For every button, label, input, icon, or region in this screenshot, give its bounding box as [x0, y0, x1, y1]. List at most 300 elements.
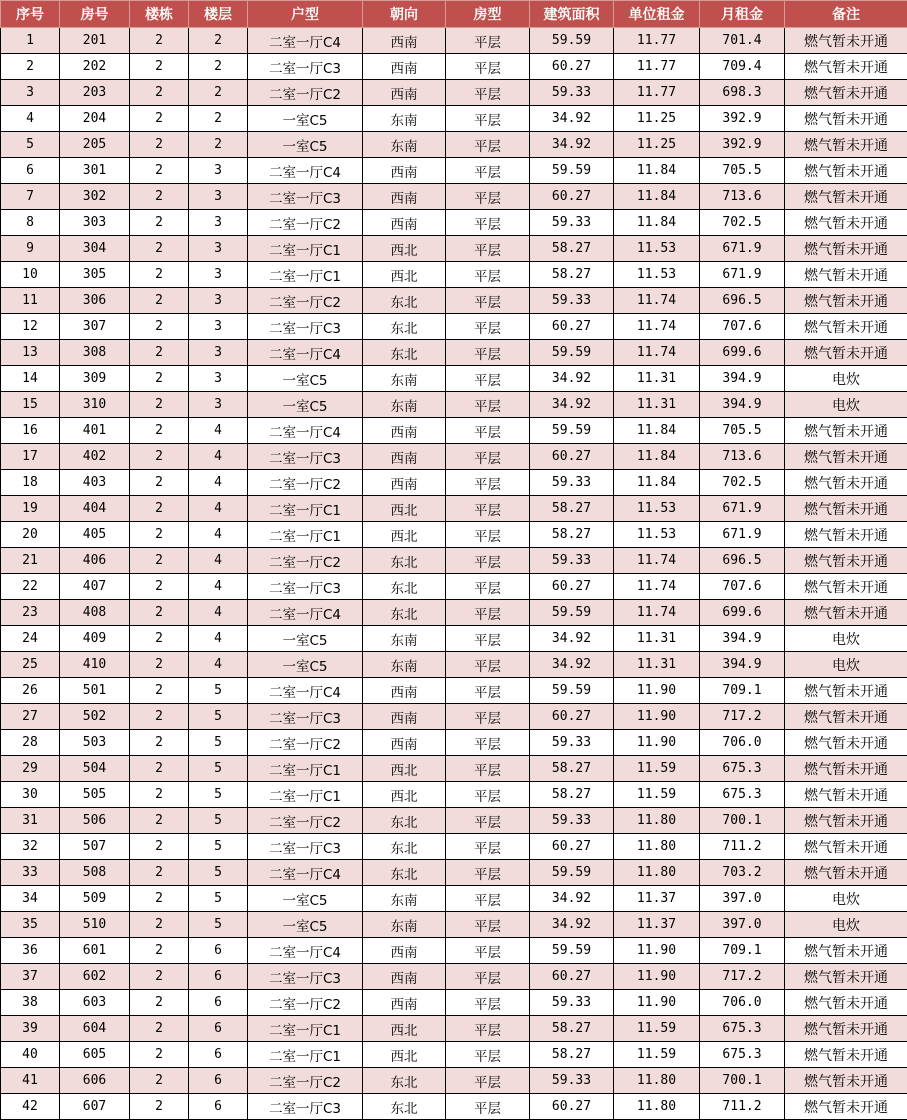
cell-index: 3	[1, 80, 60, 106]
cell-room-number: 606	[60, 1068, 130, 1094]
table-row	[1, 730, 907, 756]
cell-remarks: 燃气暂未开通	[785, 678, 907, 704]
cell-unit-rent: 11.90	[614, 704, 700, 730]
cell-index: 15	[1, 392, 60, 418]
cell-floor: 5	[189, 678, 248, 704]
cell-index: 6	[1, 158, 60, 184]
cell-room-number: 410	[60, 652, 130, 678]
table-row	[1, 54, 907, 80]
cell-floor-area: 60.27	[530, 574, 614, 600]
cell-orientation: 西南	[363, 704, 446, 730]
cell-index: 2	[1, 54, 60, 80]
cell-building: 2	[130, 860, 189, 886]
cell-room-style: 平层	[446, 782, 530, 808]
table-row	[1, 132, 907, 158]
cell-building: 2	[130, 1094, 189, 1120]
cell-remarks: 燃气暂未开通	[785, 236, 907, 262]
cell-orientation: 西北	[363, 1016, 446, 1042]
cell-unit-type: 二室一厅C1	[248, 1016, 363, 1042]
cell-floor: 5	[189, 886, 248, 912]
cell-floor-area: 58.27	[530, 522, 614, 548]
cell-monthly-rent: 698.3	[700, 80, 785, 106]
cell-unit-rent: 11.84	[614, 470, 700, 496]
cell-floor: 5	[189, 704, 248, 730]
table-row	[1, 210, 907, 236]
cell-monthly-rent: 702.5	[700, 210, 785, 236]
cell-floor: 6	[189, 1068, 248, 1094]
cell-index: 26	[1, 678, 60, 704]
cell-index: 41	[1, 1068, 60, 1094]
cell-floor-area: 59.33	[530, 730, 614, 756]
cell-building: 2	[130, 626, 189, 652]
cell-floor: 6	[189, 990, 248, 1016]
cell-monthly-rent: 703.2	[700, 860, 785, 886]
cell-floor-area: 59.59	[530, 340, 614, 366]
cell-unit-type: 一室C5	[248, 392, 363, 418]
cell-orientation: 东南	[363, 106, 446, 132]
cell-room-number: 501	[60, 678, 130, 704]
cell-unit-rent: 11.59	[614, 1042, 700, 1068]
cell-room-number: 509	[60, 886, 130, 912]
cell-floor-area: 58.27	[530, 782, 614, 808]
cell-unit-rent: 11.84	[614, 418, 700, 444]
cell-floor: 4	[189, 418, 248, 444]
cell-floor-area: 34.92	[530, 886, 614, 912]
cell-floor: 6	[189, 1094, 248, 1120]
cell-floor: 4	[189, 574, 248, 600]
cell-building: 2	[130, 288, 189, 314]
cell-remarks: 燃气暂未开通	[785, 314, 907, 340]
cell-room-style: 平层	[446, 1016, 530, 1042]
cell-unit-rent: 11.80	[614, 808, 700, 834]
cell-monthly-rent: 706.0	[700, 730, 785, 756]
cell-monthly-rent: 675.3	[700, 782, 785, 808]
table-row	[1, 1016, 907, 1042]
cell-room-style: 平层	[446, 340, 530, 366]
cell-floor: 6	[189, 964, 248, 990]
cell-orientation: 东北	[363, 834, 446, 860]
cell-remarks: 燃气暂未开通	[785, 444, 907, 470]
cell-index: 8	[1, 210, 60, 236]
cell-unit-rent: 11.53	[614, 262, 700, 288]
cell-index: 42	[1, 1094, 60, 1120]
cell-remarks: 燃气暂未开通	[785, 262, 907, 288]
cell-index: 16	[1, 418, 60, 444]
table-row	[1, 964, 907, 990]
cell-unit-rent: 11.31	[614, 652, 700, 678]
cell-building: 2	[130, 392, 189, 418]
cell-index: 39	[1, 1016, 60, 1042]
cell-floor: 3	[189, 392, 248, 418]
cell-unit-rent: 11.74	[614, 574, 700, 600]
table-row	[1, 938, 907, 964]
cell-orientation: 西南	[363, 80, 446, 106]
cell-floor-area: 34.92	[530, 392, 614, 418]
cell-index: 13	[1, 340, 60, 366]
cell-room-number: 510	[60, 912, 130, 938]
cell-room-style: 平层	[446, 418, 530, 444]
cell-index: 20	[1, 522, 60, 548]
cell-unit-type: 二室一厅C2	[248, 80, 363, 106]
cell-monthly-rent: 713.6	[700, 184, 785, 210]
cell-floor: 3	[189, 340, 248, 366]
cell-unit-type: 二室一厅C2	[248, 990, 363, 1016]
cell-monthly-rent: 696.5	[700, 288, 785, 314]
cell-remarks: 燃气暂未开通	[785, 704, 907, 730]
cell-index: 38	[1, 990, 60, 1016]
cell-room-number: 201	[60, 28, 130, 54]
table-row	[1, 834, 907, 860]
cell-index: 36	[1, 938, 60, 964]
cell-monthly-rent: 707.6	[700, 314, 785, 340]
table-row	[1, 444, 907, 470]
cell-orientation: 东南	[363, 366, 446, 392]
cell-unit-type: 二室一厅C4	[248, 678, 363, 704]
cell-room-number: 405	[60, 522, 130, 548]
header-unit-rent: 单位租金	[614, 1, 700, 28]
cell-monthly-rent: 699.6	[700, 600, 785, 626]
header-remarks: 备注	[785, 1, 907, 28]
cell-room-style: 平层	[446, 886, 530, 912]
cell-unit-type: 二室一厅C4	[248, 600, 363, 626]
cell-room-style: 平层	[446, 1094, 530, 1120]
cell-remarks: 燃气暂未开通	[785, 288, 907, 314]
cell-floor-area: 59.59	[530, 860, 614, 886]
cell-room-style: 平层	[446, 288, 530, 314]
cell-floor-area: 58.27	[530, 496, 614, 522]
cell-monthly-rent: 671.9	[700, 236, 785, 262]
table-row	[1, 314, 907, 340]
cell-remarks: 燃气暂未开通	[785, 184, 907, 210]
cell-room-number: 202	[60, 54, 130, 80]
cell-building: 2	[130, 28, 189, 54]
cell-unit-type: 二室一厅C2	[248, 470, 363, 496]
cell-building: 2	[130, 834, 189, 860]
table-row	[1, 652, 907, 678]
cell-monthly-rent: 717.2	[700, 704, 785, 730]
table-row	[1, 522, 907, 548]
cell-remarks: 燃气暂未开通	[785, 1042, 907, 1068]
cell-monthly-rent: 709.1	[700, 938, 785, 964]
table-row	[1, 1094, 907, 1120]
cell-floor: 4	[189, 652, 248, 678]
cell-orientation: 西南	[363, 678, 446, 704]
cell-building: 2	[130, 340, 189, 366]
cell-unit-rent: 11.90	[614, 938, 700, 964]
cell-remarks: 燃气暂未开通	[785, 470, 907, 496]
cell-index: 1	[1, 28, 60, 54]
cell-monthly-rent: 671.9	[700, 522, 785, 548]
cell-floor: 2	[189, 80, 248, 106]
cell-floor: 3	[189, 314, 248, 340]
cell-room-style: 平层	[446, 600, 530, 626]
cell-floor: 5	[189, 782, 248, 808]
cell-floor-area: 59.59	[530, 418, 614, 444]
cell-remarks: 燃气暂未开通	[785, 808, 907, 834]
cell-unit-type: 二室一厅C2	[248, 288, 363, 314]
cell-room-style: 平层	[446, 834, 530, 860]
cell-unit-type: 二室一厅C4	[248, 418, 363, 444]
table-row	[1, 1042, 907, 1068]
cell-remarks: 燃气暂未开通	[785, 574, 907, 600]
cell-index: 19	[1, 496, 60, 522]
cell-room-style: 平层	[446, 704, 530, 730]
cell-floor: 6	[189, 938, 248, 964]
cell-room-number: 204	[60, 106, 130, 132]
cell-floor-area: 59.33	[530, 808, 614, 834]
cell-unit-rent: 11.74	[614, 600, 700, 626]
cell-orientation: 东北	[363, 808, 446, 834]
cell-unit-rent: 11.53	[614, 496, 700, 522]
cell-index: 12	[1, 314, 60, 340]
cell-building: 2	[130, 418, 189, 444]
cell-unit-rent: 11.37	[614, 886, 700, 912]
cell-unit-rent: 11.31	[614, 626, 700, 652]
cell-unit-type: 二室一厅C1	[248, 522, 363, 548]
cell-room-number: 304	[60, 236, 130, 262]
cell-room-number: 604	[60, 1016, 130, 1042]
cell-floor-area: 59.33	[530, 288, 614, 314]
cell-monthly-rent: 705.5	[700, 418, 785, 444]
cell-unit-rent: 11.84	[614, 184, 700, 210]
cell-floor-area: 60.27	[530, 704, 614, 730]
cell-unit-type: 二室一厅C3	[248, 574, 363, 600]
cell-floor: 4	[189, 600, 248, 626]
cell-floor-area: 60.27	[530, 314, 614, 340]
cell-monthly-rent: 707.6	[700, 574, 785, 600]
cell-unit-rent: 11.80	[614, 1068, 700, 1094]
cell-floor-area: 59.59	[530, 678, 614, 704]
cell-index: 24	[1, 626, 60, 652]
cell-remarks: 电炊	[785, 912, 907, 938]
cell-unit-type: 一室C5	[248, 652, 363, 678]
cell-remarks: 燃气暂未开通	[785, 730, 907, 756]
cell-orientation: 东南	[363, 652, 446, 678]
table-row	[1, 80, 907, 106]
header-floor: 楼层	[189, 1, 248, 28]
table-row	[1, 860, 907, 886]
cell-monthly-rent: 709.1	[700, 678, 785, 704]
cell-orientation: 西北	[363, 522, 446, 548]
cell-unit-type: 二室一厅C1	[248, 1042, 363, 1068]
cell-floor: 3	[189, 158, 248, 184]
cell-unit-rent: 11.53	[614, 522, 700, 548]
cell-orientation: 西北	[363, 756, 446, 782]
cell-floor-area: 60.27	[530, 964, 614, 990]
cell-floor-area: 60.27	[530, 1094, 614, 1120]
cell-room-style: 平层	[446, 366, 530, 392]
cell-floor: 5	[189, 860, 248, 886]
cell-room-number: 607	[60, 1094, 130, 1120]
cell-building: 2	[130, 106, 189, 132]
cell-floor: 5	[189, 730, 248, 756]
cell-unit-type: 二室一厅C1	[248, 262, 363, 288]
cell-floor-area: 58.27	[530, 236, 614, 262]
cell-room-style: 平层	[446, 1042, 530, 1068]
cell-unit-type: 二室一厅C3	[248, 444, 363, 470]
cell-remarks: 燃气暂未开通	[785, 1094, 907, 1120]
cell-remarks: 燃气暂未开通	[785, 990, 907, 1016]
cell-building: 2	[130, 444, 189, 470]
cell-room-number: 603	[60, 990, 130, 1016]
cell-orientation: 西南	[363, 730, 446, 756]
cell-unit-rent: 11.77	[614, 28, 700, 54]
cell-building: 2	[130, 652, 189, 678]
cell-room-style: 平层	[446, 28, 530, 54]
cell-floor-area: 59.59	[530, 938, 614, 964]
cell-floor-area: 60.27	[530, 54, 614, 80]
cell-room-number: 409	[60, 626, 130, 652]
cell-unit-rent: 11.77	[614, 54, 700, 80]
cell-building: 2	[130, 262, 189, 288]
cell-monthly-rent: 711.2	[700, 1094, 785, 1120]
cell-floor-area: 34.92	[530, 912, 614, 938]
cell-room-style: 平层	[446, 314, 530, 340]
cell-monthly-rent: 675.3	[700, 1016, 785, 1042]
cell-unit-type: 二室一厅C3	[248, 704, 363, 730]
cell-remarks: 燃气暂未开通	[785, 756, 907, 782]
cell-index: 21	[1, 548, 60, 574]
cell-floor-area: 58.27	[530, 1016, 614, 1042]
cell-floor: 3	[189, 262, 248, 288]
cell-floor-area: 60.27	[530, 184, 614, 210]
cell-remarks: 电炊	[785, 652, 907, 678]
cell-unit-type: 二室一厅C4	[248, 938, 363, 964]
cell-index: 4	[1, 106, 60, 132]
cell-index: 35	[1, 912, 60, 938]
cell-floor: 2	[189, 28, 248, 54]
cell-room-number: 307	[60, 314, 130, 340]
cell-room-number: 301	[60, 158, 130, 184]
cell-building: 2	[130, 912, 189, 938]
cell-room-number: 407	[60, 574, 130, 600]
cell-floor: 4	[189, 444, 248, 470]
cell-orientation: 西南	[363, 158, 446, 184]
cell-orientation: 东北	[363, 548, 446, 574]
cell-floor-area: 60.27	[530, 444, 614, 470]
cell-room-style: 平层	[446, 548, 530, 574]
cell-orientation: 西北	[363, 1042, 446, 1068]
cell-remarks: 燃气暂未开通	[785, 496, 907, 522]
cell-building: 2	[130, 1016, 189, 1042]
cell-orientation: 东北	[363, 314, 446, 340]
cell-remarks: 燃气暂未开通	[785, 600, 907, 626]
cell-room-style: 平层	[446, 496, 530, 522]
cell-floor: 3	[189, 210, 248, 236]
cell-room-number: 502	[60, 704, 130, 730]
table-row	[1, 704, 907, 730]
cell-index: 7	[1, 184, 60, 210]
header-row	[1, 1, 907, 28]
cell-orientation: 东北	[363, 340, 446, 366]
cell-room-style: 平层	[446, 964, 530, 990]
cell-unit-type: 二室一厅C2	[248, 1068, 363, 1094]
cell-room-style: 平层	[446, 1068, 530, 1094]
cell-unit-type: 二室一厅C1	[248, 496, 363, 522]
cell-remarks: 燃气暂未开通	[785, 158, 907, 184]
cell-building: 2	[130, 54, 189, 80]
cell-floor: 4	[189, 548, 248, 574]
cell-building: 2	[130, 366, 189, 392]
header-index: 序号	[1, 1, 60, 28]
cell-unit-rent: 11.59	[614, 756, 700, 782]
cell-remarks: 燃气暂未开通	[785, 28, 907, 54]
cell-room-number: 203	[60, 80, 130, 106]
cell-building: 2	[130, 158, 189, 184]
cell-index: 9	[1, 236, 60, 262]
cell-unit-type: 二室一厅C4	[248, 340, 363, 366]
cell-room-style: 平层	[446, 860, 530, 886]
cell-room-style: 平层	[446, 106, 530, 132]
cell-monthly-rent: 394.9	[700, 652, 785, 678]
cell-room-style: 平层	[446, 808, 530, 834]
cell-room-number: 504	[60, 756, 130, 782]
cell-remarks: 电炊	[785, 366, 907, 392]
cell-orientation: 东北	[363, 574, 446, 600]
cell-orientation: 西南	[363, 28, 446, 54]
cell-room-style: 平层	[446, 652, 530, 678]
cell-room-style: 平层	[446, 730, 530, 756]
header-room-style: 房型	[446, 1, 530, 28]
cell-building: 2	[130, 236, 189, 262]
cell-remarks: 燃气暂未开通	[785, 210, 907, 236]
cell-floor: 5	[189, 834, 248, 860]
header-building: 楼栋	[130, 1, 189, 28]
table-row	[1, 1068, 907, 1094]
cell-floor-area: 59.33	[530, 470, 614, 496]
cell-room-number: 601	[60, 938, 130, 964]
cell-room-style: 平层	[446, 938, 530, 964]
cell-remarks: 燃气暂未开通	[785, 1068, 907, 1094]
cell-unit-rent: 11.37	[614, 912, 700, 938]
cell-index: 30	[1, 782, 60, 808]
header-monthly-rent: 月租金	[700, 1, 785, 28]
cell-remarks: 燃气暂未开通	[785, 80, 907, 106]
cell-remarks: 燃气暂未开通	[785, 834, 907, 860]
cell-remarks: 燃气暂未开通	[785, 522, 907, 548]
cell-monthly-rent: 709.4	[700, 54, 785, 80]
cell-orientation: 西北	[363, 496, 446, 522]
cell-room-style: 平层	[446, 132, 530, 158]
cell-building: 2	[130, 1042, 189, 1068]
cell-unit-type: 一室C5	[248, 366, 363, 392]
cell-floor: 2	[189, 132, 248, 158]
cell-building: 2	[130, 990, 189, 1016]
cell-unit-type: 一室C5	[248, 626, 363, 652]
cell-floor-area: 34.92	[530, 132, 614, 158]
cell-unit-rent: 11.80	[614, 860, 700, 886]
header-room-number: 房号	[60, 1, 130, 28]
cell-unit-type: 二室一厅C4	[248, 860, 363, 886]
cell-remarks: 燃气暂未开通	[785, 1016, 907, 1042]
table-row	[1, 158, 907, 184]
cell-index: 18	[1, 470, 60, 496]
cell-orientation: 西南	[363, 418, 446, 444]
cell-unit-type: 二室一厅C3	[248, 184, 363, 210]
cell-unit-rent: 11.80	[614, 1094, 700, 1120]
cell-floor: 3	[189, 366, 248, 392]
cell-index: 22	[1, 574, 60, 600]
table-row	[1, 496, 907, 522]
cell-monthly-rent: 675.3	[700, 1042, 785, 1068]
cell-orientation: 东北	[363, 860, 446, 886]
cell-room-style: 平层	[446, 210, 530, 236]
cell-floor: 5	[189, 756, 248, 782]
cell-room-number: 408	[60, 600, 130, 626]
cell-unit-type: 二室一厅C3	[248, 1094, 363, 1120]
cell-index: 32	[1, 834, 60, 860]
cell-unit-type: 二室一厅C4	[248, 28, 363, 54]
